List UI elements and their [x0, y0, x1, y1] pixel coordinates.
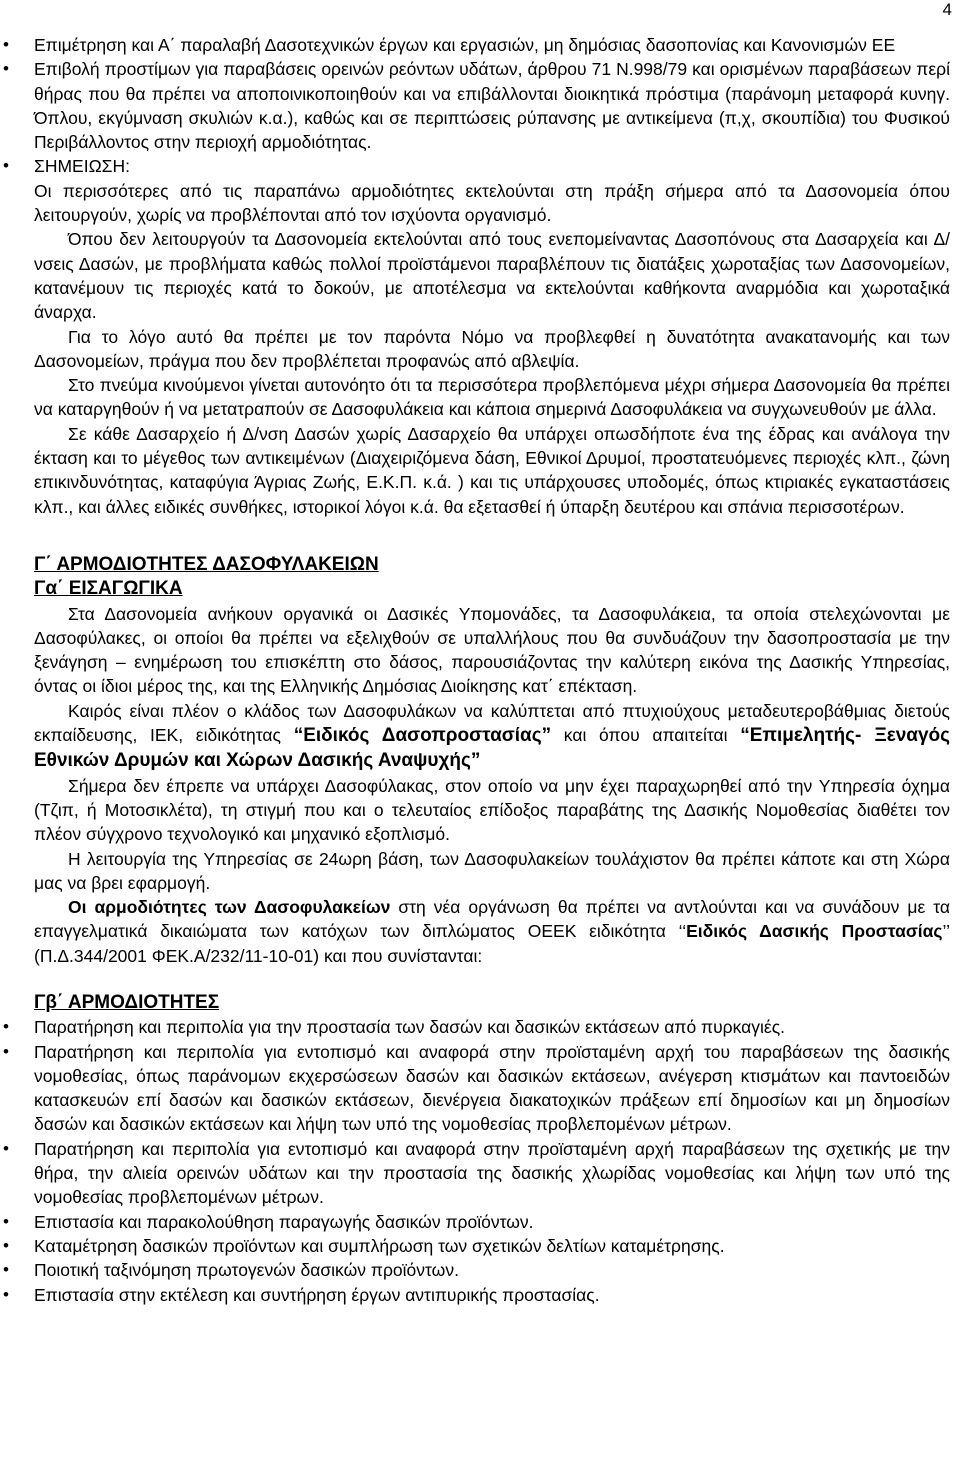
text: και όπου απαιτείται	[551, 725, 741, 746]
note-paragraph: Στο πνεύμα κινούμενοι γίνεται αυτονόητο ότι τα περισσότερα προβλεπόμενα μέχρι σήμερα Δασονομεία θα πρέπει να καταργηθούν ή να μετατραπούν σε Δασοφυλάκεια και κάποια σημερινά Δασοφυλάκεια να συγχωνευθούν με άλλα.	[34, 375, 950, 420]
list-item: • Ποιοτική ταξινόμηση πρωτογενών δασικών προϊόντων.	[0, 1258, 950, 1282]
section-subheading: Γα΄ ΕΙΣΑΓΩΓΙΚΑ	[34, 578, 183, 600]
paragraph	[34, 699, 950, 774]
list-item: • Παρατήρηση και περιπολία για την προστασία των δασών και δασικών εκτάσεων από πυρκαγιές.	[0, 1015, 950, 1039]
paragraph: Η λειτουργία της Υπηρεσίας σε 24ωρη βάση, των Δασοφυλακείων τουλάχιστον θα πρέπει κάποτε και στη Χώρα μας να βρει εφαρμογή.	[34, 848, 950, 893]
note-paragraph: Όπου δεν λειτουργούν τα Δασονομεία εκτελούνται από τους ενεπομείναντας Δασοπόνους στα Δασαρχεία και Δ/νσεις Δασών, με προβλήματα καθώς πολλοί προϊστάμενοι παραβλέπουν τις διατάξεις χωροταξίας των Δασονομείων, κατανέμουν τις περιοχές κατά το δοκούν, με αποτέλεσμα να εκτελούνται καθήκοντα αναρμόδια και χωροταξικά άναρχα.	[34, 229, 950, 323]
list-item: • Επιστασία στην εκτέλεση και συντήρηση έργων αντιπυρικής προστασίας.	[0, 1283, 950, 1307]
list-item: • ΣΗΜΕΙΩΣΗ:	[0, 154, 950, 178]
text: ’’ (Π.Δ.344/2001 ΦΕΚ.Α/232/11-10-01) και που συνίστανται:	[34, 921, 950, 966]
section-heading: Γβ΄ ΑΡΜΟΔΙΟΤΗΤΕΣ	[34, 991, 220, 1013]
bold-text: “Ειδικός Δασοπροστασίας”	[293, 725, 552, 747]
paragraph	[34, 895, 950, 968]
paragraph: Σήμερα δεν έπρεπε να υπάρχει Δασοφύλακας, στον οποίο να μην έχει παραχωρηθεί από την Υπηρεσία όχημα (Τζιπ, ή Μοτοσικλέτα), τη στιγμή που και ο τελευταίος επίδοξος παραβάτης της Δασικής Νομοθεσίας διαθέτει τον πλέον σύγχρονο τεχνολογικό και μηχανικό εξοπλισμό.	[34, 775, 950, 845]
bold-text: “Επιμελητής- Ξεναγός Εθνικών Δρυμών και Χώρων Δασικής Αναψυχής”	[34, 725, 951, 772]
note-paragraph: Για το λόγο αυτό θα πρέπει με τον παρόντα Νόμο να προβλεφθεί η δυνατότητα ανακατανομής και των Δασονομείων, πράγμα που δεν προβλέπεται προφανώς από αβλεψία.	[34, 326, 950, 371]
section-g-body	[0, 602, 950, 968]
note-paragraph: Οι περισσότερες από τις παραπάνω αρμοδιότητες εκτελούνται στη πράξη σήμερα από τα Δασονομεία όπου λειτουργούν, χωρίς να προβλέπονται από τον ισχύοντα οργανισμό.	[34, 180, 950, 226]
text: Καιρός είναι πλέον ο κλάδος των Δασοφυλάκων να καλύπτεται από πτυχιούχους μεταδευτεροβάθμιας διετούς εκπαίδευσης, ΙΕΚ, ειδικότητας	[34, 700, 950, 746]
top-list	[0, 33, 950, 179]
list-item: • Παρατήρηση και περιπολία για εντοπισμό και αναφορά στην προϊσταμένη αρχή παραβάσεων της σχετικής με την θήρα, την αλιεία ορεινών υδάτων και την προστασία της δασικής χλωρίδας νομοθεσίας και λήψη των υπό της νομοθεσίας προβλεπομένων μέτρων.	[0, 1137, 950, 1210]
paragraph: Στα Δασονομεία ανήκουν οργανικά οι Δασικές Υπομονάδες, τα Δασοφυλάκεια, τα οποία στελεχώνονται με Δασοφύλακες, οι οποίοι θα πρέπει να εξελιχθούν σε υπαλλήλους που θα συνδυάζουν την δασοπροστασία με την ξενάγηση – ενημέρωση του επισκέπτη στο δάσος, παρουσιάζοντας την καλύτερη εικόνα της Δασικής Υπηρεσίας, όντας οι ίδιοι μέρος της, και της Ελληνικής Δημόσιας Διοίκησης κατ΄ επέκταση.	[34, 603, 950, 697]
list-item: • Επιμέτρηση και Α΄ παραλαβή Δασοτεχνικών έργων και εργασιών, μη δημόσιας δασοπονίας και Κανονισμών ΕΕ	[0, 33, 950, 57]
responsibilities-list	[0, 1015, 950, 1307]
bold-text: Οι αρμοδιότητες των Δασοφυλακείων	[68, 897, 391, 918]
list-item: • Καταμέτρηση δασικών προϊόντων και συμπλήρωση των σχετικών δελτίων καταμέτρησης.	[0, 1234, 950, 1258]
document-body	[0, 33, 950, 1307]
list-item: • Επιστασία και παρακολούθηση παραγωγής δασικών προϊόντων.	[0, 1210, 950, 1234]
section-heading: Γ΄ ΑΡΜΟΔΙΟΤΗΤΕΣ ΔΑΣΟΦΥΛΑΚΕΙΩΝ	[34, 553, 379, 575]
list-item: • Παρατήρηση και περιπολία για εντοπισμό και αναφορά στην προϊσταμένη αρχή του παραβάσεων της δασικής νομοθεσίας, όπως παράνομων εκχερσώσεων δασών και δασικών εκτάσεων, ανέγερση κτισμάτων και παντοειδών κατασκευών επί δασών και δασικών εκτάσεων, διενέργεια διακατοχικών πράξεων επί δημοσίων και μη δημοσίων δασών και δασικών εκτάσεων και λήψη των υπό της νομοθεσίας προβλεπομένων μέτρων.	[0, 1040, 950, 1137]
note-body	[0, 179, 950, 519]
page-number: 4	[942, 0, 952, 19]
note-paragraph: Σε κάθε Δασαρχείο ή Δ/νση Δασών χωρίς Δασαρχείο θα υπάρχει οπωσδήποτε ένα της έδρας και ανάλογα την έκταση και το μέγεθος των αντικειμένων (Διαχειριζόμενα δάση, Εθνικοί Δρυμοί, προστατευόμενες περιοχές κλπ., ζώνη επικινδυνότητας, καταφύγια Άγριας Ζωής, Ε.Κ.Π. κ.ά. ) και τις υπάρχουσες υποδομές, όπως κτιριακές εγκαταστάσεις κλπ., και άλλες ειδικές συνθήκες, ιστορικοί λόγοι κ.ά. θα εξετασθεί ή ύπαρξη δευτέρου και σπάνια περισσοτέρων.	[34, 423, 950, 517]
bold-text: Ειδικός Δασικής Προστασίας	[686, 921, 943, 942]
list-item: • Επιβολή προστίμων για παραβάσεις ορεινών ρεόντων υδάτων, άρθρου 71 Ν.998/79 και ορισμένων παραβάσεων περί θήρας που θα πρέπει να αποποινικοποιηθούν και να επιβάλλονται διοικητικά πρόστιμα (παράνομη μεταφορά κυνηγ. Όπλου, εκγύμναση σκυλιών κ.α.), καθώς και σε περιπτώσεις ρύπανσης με αντικείμενα (π,χ, σκουπίδια) του Φυσικού Περιβάλλοντος στην περιοχή αρμοδιότητας.	[0, 57, 950, 154]
text: στη νέα οργάνωση θα πρέπει να αντλούνται και να συνάδουν με τα επαγγελματικά δικαιώματα των κατόχων των διπλώματος ΟΕΕΚ ειδικότητα ‘‘	[34, 897, 950, 942]
